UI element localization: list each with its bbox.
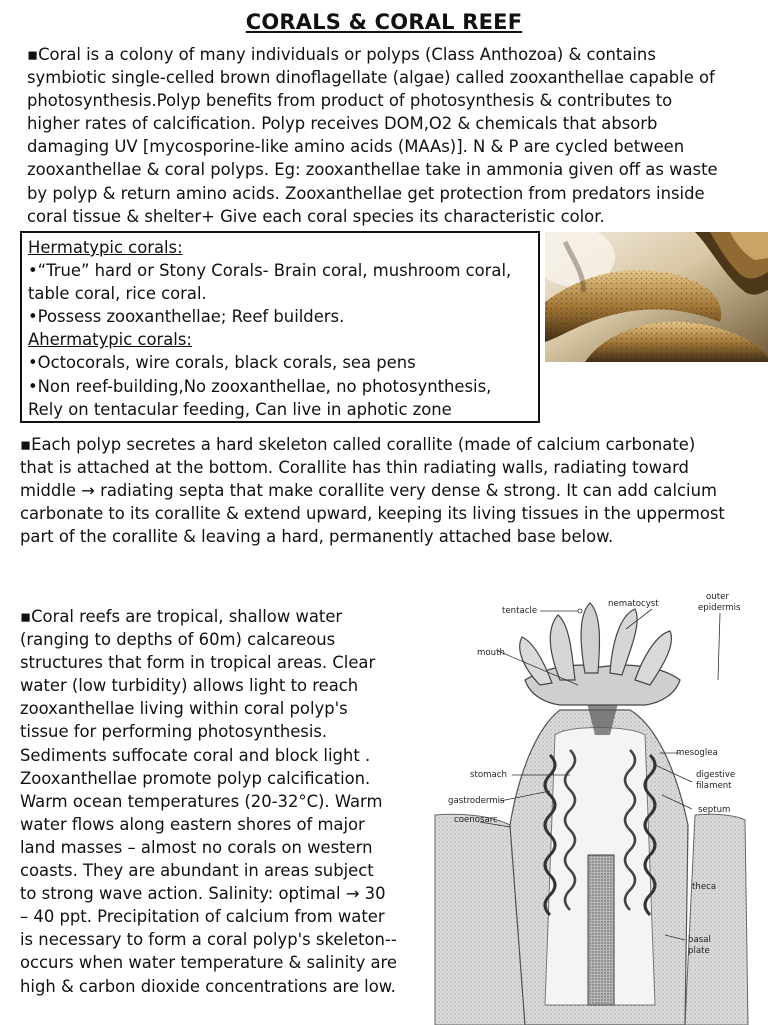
coral-polyp-photo xyxy=(545,232,768,362)
label-stomach: stomach xyxy=(470,770,507,780)
reef-line: ▪Coral reefs are tropical, shallow water xyxy=(20,607,343,626)
reef-line: structures that form in tropical areas. Clear xyxy=(20,653,376,673)
label-theca: theca xyxy=(692,882,717,892)
reef-line: is necessary to form a coral polyp's skeleton-- xyxy=(20,930,397,950)
corallite-line: middle → radiating septa that make corallite very dense & strong. It can add calcium xyxy=(20,481,717,501)
corallite-paragraph xyxy=(20,433,725,548)
reef-line: Zooxanthellae promote polyp calcification. xyxy=(20,768,371,788)
intro-line: symbiotic single-celled brown dinoflagellate (algae) called zooxanthellae capable of xyxy=(27,68,715,88)
label-outer: outer xyxy=(706,592,729,602)
corallite-line: ▪Each polyp secretes a hard skeleton called corallite (made of calcium carbonate) xyxy=(20,435,696,454)
label-septum: septum xyxy=(698,805,731,815)
reef-paragraph xyxy=(20,605,397,998)
reef-line: coasts. They are abundant in areas subject xyxy=(20,861,374,881)
label-tentacle: tentacle xyxy=(502,606,538,616)
ahermatypic-line: •Non reef-building,No zooxanthellae, no photosynthesis, xyxy=(28,376,492,396)
hermatypic-line: table coral, rice coral. xyxy=(28,284,207,304)
reef-line: (ranging to depths of 60m) calcareous xyxy=(20,630,336,650)
ahermatypic-line: •Octocorals, wire corals, black corals, sea pens xyxy=(28,353,416,373)
intro-paragraph xyxy=(27,43,718,228)
reef-line: high & carbon dioxide concentrations are low. xyxy=(20,976,396,996)
reef-line: zooxanthellae living within coral polyp's xyxy=(20,699,348,719)
label-mesoglea: mesoglea xyxy=(676,748,718,758)
intro-line: photosynthesis.Polyp benefits from product of photosynthesis & contributes to xyxy=(27,91,673,111)
intro-line: coral tissue & shelter+ Give each coral species its characteristic color. xyxy=(27,206,605,226)
hermatypic-line: •“True” hard or Stony Corals- Brain coral, mushroom coral, xyxy=(28,261,512,281)
page-title: CORALS & CORAL REEF xyxy=(245,10,523,34)
intro-line: higher rates of calcification. Polyp receives DOM,O2 & chemicals that absorb xyxy=(27,114,658,134)
coral-polyp-diagram xyxy=(430,585,768,1025)
intro-line: ▪Coral is a colony of many individuals or polyps (Class Anthozoa) & contains xyxy=(27,45,656,64)
coral-types-box xyxy=(20,231,540,423)
label-basal: basal xyxy=(688,935,711,945)
label-digestive: digestive xyxy=(696,770,736,780)
label-epidermis: epidermis xyxy=(698,603,741,613)
reef-line: water flows along eastern shores of major xyxy=(20,814,365,834)
hermatypic-line: •Possess zooxanthellae; Reef builders. xyxy=(28,307,345,327)
ahermatypic-line: Rely on tentacular feeding, Can live in aphotic zone xyxy=(28,399,452,419)
corallite-line: that is attached at the bottom. Corallite has thin radiating walls, radiating toward xyxy=(20,458,689,478)
reef-line: land masses – almost no corals on western xyxy=(20,837,373,857)
intro-line: by polyp & return amino acids. Zooxanthellae get protection from predators inside xyxy=(27,183,705,203)
reef-line: Sediments suffocate coral and block light . xyxy=(20,745,371,765)
corallite-line: carbonate to its corallite & extend upward, keeping its living tissues in the uppermost xyxy=(20,504,725,524)
hermatypic-heading: Hermatypic corals: xyxy=(28,238,183,257)
intro-line: zooxanthellae & coral polyps. Eg: zooxanthellae take in ammonia given off as waste xyxy=(27,160,718,180)
reef-line: – 40 ppt. Precipitation of calcium from water xyxy=(20,907,385,927)
label-coenosarc: coenosarc xyxy=(454,815,498,825)
label-filament: filament xyxy=(696,781,732,791)
corallite-line: part of the corallite & leaving a hard, permanently attached base below. xyxy=(20,527,614,547)
reef-line: water (low turbidity) allows light to reach xyxy=(20,676,359,696)
label-mouth: mouth xyxy=(477,648,505,658)
intro-line: damaging UV [mycosporine-like amino acids (MAAs)]. N & P are cycled between xyxy=(27,137,685,157)
reef-line: tissue for performing photosynthesis. xyxy=(20,722,328,742)
reef-line: Warm ocean temperatures (20-32°C). Warm xyxy=(20,791,383,811)
ahermatypic-heading: Ahermatypic corals: xyxy=(28,330,192,350)
reef-line: occurs when water temperature & salinity are xyxy=(20,953,398,973)
label-plate: plate xyxy=(688,946,710,956)
label-gastrodermis: gastrodermis xyxy=(448,796,505,806)
label-nematocyst: nematocyst xyxy=(608,599,659,609)
reef-line: to strong wave action. Salinity: optimal → 30 xyxy=(20,884,386,904)
